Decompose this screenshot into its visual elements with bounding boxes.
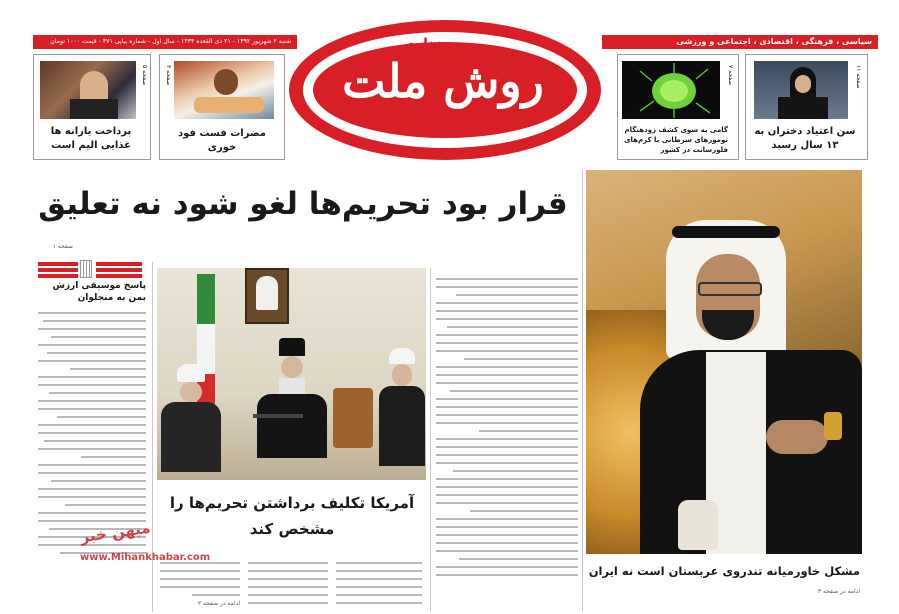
teaser-photo-fastfood bbox=[174, 61, 274, 119]
teaser-caption: سن اعتیاد دختران به ۱۳ سال رسید bbox=[754, 126, 856, 151]
right-figure bbox=[379, 348, 425, 480]
teaser-photo-cell bbox=[622, 61, 720, 119]
glasses-graphic bbox=[698, 282, 762, 296]
teaser-photo-woman bbox=[754, 61, 848, 119]
right-story-page-ref: ادامه در صفحه ۳ bbox=[817, 588, 860, 595]
issue-info-text: شنبه ۲ شهریور ۱۳۹۲ - ۲۱ ذی القعده ۱۴۳۴ - سال اول - شماره پیاپی ۳۷۱ - قیمت ۱۰۰۰ تومان bbox=[50, 38, 291, 45]
portrait-frame bbox=[245, 268, 289, 324]
logo-small-text: روزنامه bbox=[406, 36, 459, 52]
logo-text: روش ملت bbox=[342, 54, 544, 108]
right-photo-king bbox=[586, 170, 862, 554]
main-headline[interactable]: قرار بود تحریم‌ها لغو شود نه تعلیق bbox=[38, 186, 568, 222]
teaser-caption: گامی به سوی کشف زودهنگام تومورهای سرطانی با کرم‌های فلورسانت در کشور bbox=[624, 126, 728, 154]
top-right-tagline-bar bbox=[602, 35, 878, 49]
teaser-page-ref: صفحه ۱۱ bbox=[855, 65, 862, 89]
teaser-left-1[interactable] bbox=[33, 54, 151, 160]
left-column-title[interactable]: پاسخ موسیقی ارزش بمن به منجلوان bbox=[52, 281, 146, 303]
right-story-caption[interactable]: مشکل خاورمیانه تندروی عربستان است نه ایران bbox=[588, 564, 860, 578]
center-bottom-col-2 bbox=[248, 556, 328, 612]
teaser-right-1[interactable] bbox=[745, 54, 868, 160]
center-bottom-col-3 bbox=[336, 556, 422, 612]
top-left-info-bar bbox=[33, 35, 297, 49]
cup-graphic bbox=[678, 500, 718, 550]
teaser-caption: مضرات فست فود خوری bbox=[178, 128, 266, 153]
center-story-page-ref: ادامه در صفحه ۲ bbox=[197, 600, 240, 607]
left-column-red-strip bbox=[96, 262, 142, 280]
teaser-right-2[interactable] bbox=[617, 54, 739, 160]
hand-graphic bbox=[766, 420, 828, 454]
cell-graphic bbox=[622, 61, 720, 119]
center-photo-leaders bbox=[157, 268, 426, 480]
teaser-page-ref: صفحه ۳ bbox=[165, 65, 172, 86]
right-center-text-column bbox=[436, 272, 578, 612]
tagline-text: سیاسی ، فرهنگی ، اقتصادی ، اجتماعی و ورزشی bbox=[676, 37, 872, 46]
microphone-stand bbox=[253, 414, 303, 418]
left-figure bbox=[161, 364, 221, 480]
column-divider bbox=[582, 170, 583, 612]
teaser-caption: پرداخت یارانه ها غذایی الیم است bbox=[50, 126, 132, 151]
left-column-flag-icon bbox=[80, 260, 92, 278]
left-column-red-strip bbox=[38, 262, 78, 280]
masthead-logo bbox=[288, 14, 602, 164]
column-divider bbox=[430, 268, 431, 612]
watermark-logo bbox=[79, 518, 211, 580]
watermark-url: www.Mihankhabar.com bbox=[80, 552, 211, 563]
main-headline-page-ref: صفحه ۱ bbox=[52, 243, 73, 250]
teaser-photo-minister bbox=[40, 61, 136, 119]
teaser-page-ref: صفحه ۵ bbox=[141, 65, 148, 86]
center-figure bbox=[257, 338, 327, 458]
teaser-left-2[interactable] bbox=[159, 54, 285, 160]
watch-graphic bbox=[824, 412, 842, 440]
chair-graphic bbox=[333, 388, 373, 448]
teaser-page-ref: صفحه ۷ bbox=[727, 65, 734, 86]
watermark-text: میهن خبر bbox=[79, 518, 152, 547]
agal-band bbox=[672, 226, 780, 238]
center-story-headline[interactable]: آمریکا تکلیف برداشتن تحریم‌ها را مشخص کند bbox=[169, 494, 415, 538]
